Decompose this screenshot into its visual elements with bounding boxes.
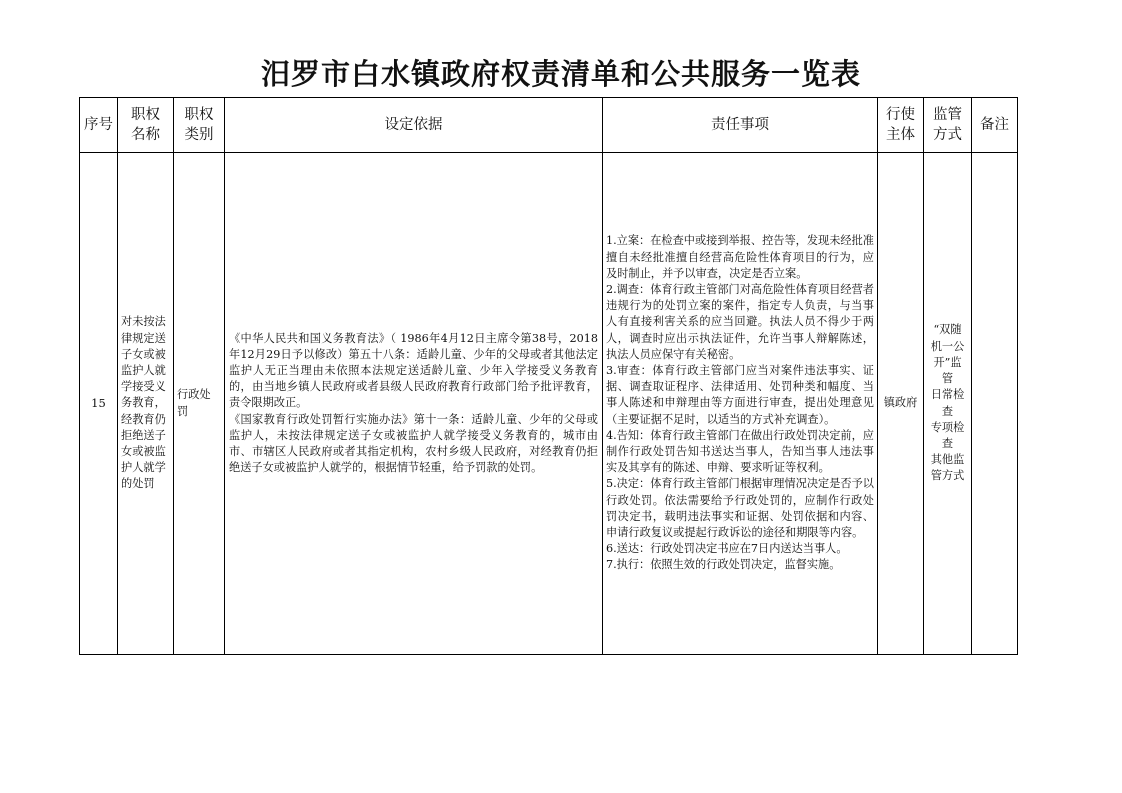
- responsibility-item-5: 5.决定：体育行政主管部门根据审理情况决定是否予以行政处罚。依法需要给予行政处罚的，应制作行政处罚决定书，载明违法事实和证据、处罚依据和内容、申请行政复议或提起行政诉讼的途径和期限等内容。: [606, 477, 874, 540]
- responsibility-item-6: 6.送达：行政处罚决定书应在7日内送达当事人。: [606, 542, 848, 556]
- header-executing-subject-line2: 主体: [886, 127, 915, 143]
- cell-seq: 15: [80, 153, 118, 655]
- header-supervision-method-line1: 监管: [933, 107, 962, 123]
- cell-authority-type: 行政处罚: [174, 153, 225, 655]
- header-authority-name-line1: 职权: [131, 107, 160, 123]
- header-supervision-method-line2: 方式: [933, 127, 962, 143]
- header-authority-type-line2: 类别: [184, 127, 214, 143]
- header-authority-type-line1: 职权: [184, 107, 214, 123]
- header-authority-name-line2: 名称: [131, 127, 160, 143]
- header-legal-basis: 设定依据: [225, 98, 603, 153]
- responsibility-item-7: 7.执行：依照生效的行政处罚决定，监督实施。: [606, 558, 841, 572]
- responsibility-item-2: 2.调查：体育行政主管部门对高危险性体育项目经营者违规行为的处罚立案的案件，指定专人负责，与当事人有直接利害关系的应当回避。执法人员不得少于两人，调查时应出示执法证件，允许当事人辩解陈述，执法人员应保守有关秘密。: [606, 282, 874, 361]
- header-authority-type: [174, 98, 225, 153]
- header-executing-subject-line1: 行使: [886, 107, 915, 123]
- cell-executing-subject: 镇政府: [878, 153, 924, 655]
- header-responsibilities: 责任事项: [603, 98, 878, 153]
- cell-supervision-method: [924, 153, 972, 655]
- responsibility-item-4: 4.告知：体育行政主管部门在做出行政处罚决定前，应制作行政处罚告知书送达当事人，告知当事人违法事实及其享有的陈述、申辩、要求听证等权利。: [606, 428, 874, 475]
- cell-authority-name: 对未按法律规定送子女或被监护人就学接受义务教育，经教育仍拒绝送子女或被监护人就学的处罚: [118, 153, 174, 655]
- table-row: [80, 153, 1018, 655]
- table-header-row: [80, 98, 1018, 153]
- supervision-item-3: 专项检查: [930, 420, 965, 450]
- responsibility-item-1: 1.立案：在检查中或接到举报、控告等，发现未经批准擅自未经批准擅自经营高危险性体育项目的行为，应及时制止，并予以审查，决定是否立案。: [606, 234, 874, 280]
- basis-paragraph-2: 《国家教育行政处罚暂行实施办法》第十一条：适龄儿童、少年的父母或监护人，未按法律规定送子女或被监护人就学接受义务教育的，城市由市、市辖区人民政府或者其指定机构，农村乡级人民政府，对经教育仍拒绝送子女或被监护人就学的，根据情节轻重，给予罚款的处罚。: [229, 412, 598, 475]
- supervision-item-4: 其他监管方式: [930, 453, 965, 483]
- supervision-item-2: 日常检查: [930, 388, 965, 418]
- header-executing-subject: [878, 98, 924, 153]
- page-title: 汨罗市白水镇政府权责清单和公共服务一览表: [260, 57, 861, 91]
- header-authority-name: [118, 98, 174, 153]
- basis-paragraph-1: 《中华人民共和国义务教育法》（ 1986年4月12日主席令第38号，2018年12月29日予以修改）第五十八条：适龄儿童、少年的父母或者其他法定监护人无正当理由未依照本法规定送适龄儿童、少年入学接受义务教育的，由当地乡镇人民政府或者县级人民政府教育行政部门给予批评教育，责令限期改正。: [229, 331, 598, 410]
- header-supervision-method: [924, 98, 972, 153]
- cell-legal-basis: [225, 153, 603, 655]
- supervision-item-1: “双随机一公开”监管: [930, 323, 965, 386]
- header-remarks: 备注: [972, 98, 1018, 153]
- responsibility-item-3: 3.审查：体育行政主管部门应当对案件违法事实、证据、调查取证程序、法律适用、处罚种类和幅度、当事人陈述和申辩理由等方面进行审查，提出处理意见（主要证据不足时，以适当的方式补充调查）。: [606, 363, 874, 426]
- header-seq: 序号: [80, 98, 118, 153]
- cell-remarks: [972, 153, 1018, 655]
- authority-table: [79, 97, 1018, 655]
- cell-responsibilities: [603, 153, 878, 655]
